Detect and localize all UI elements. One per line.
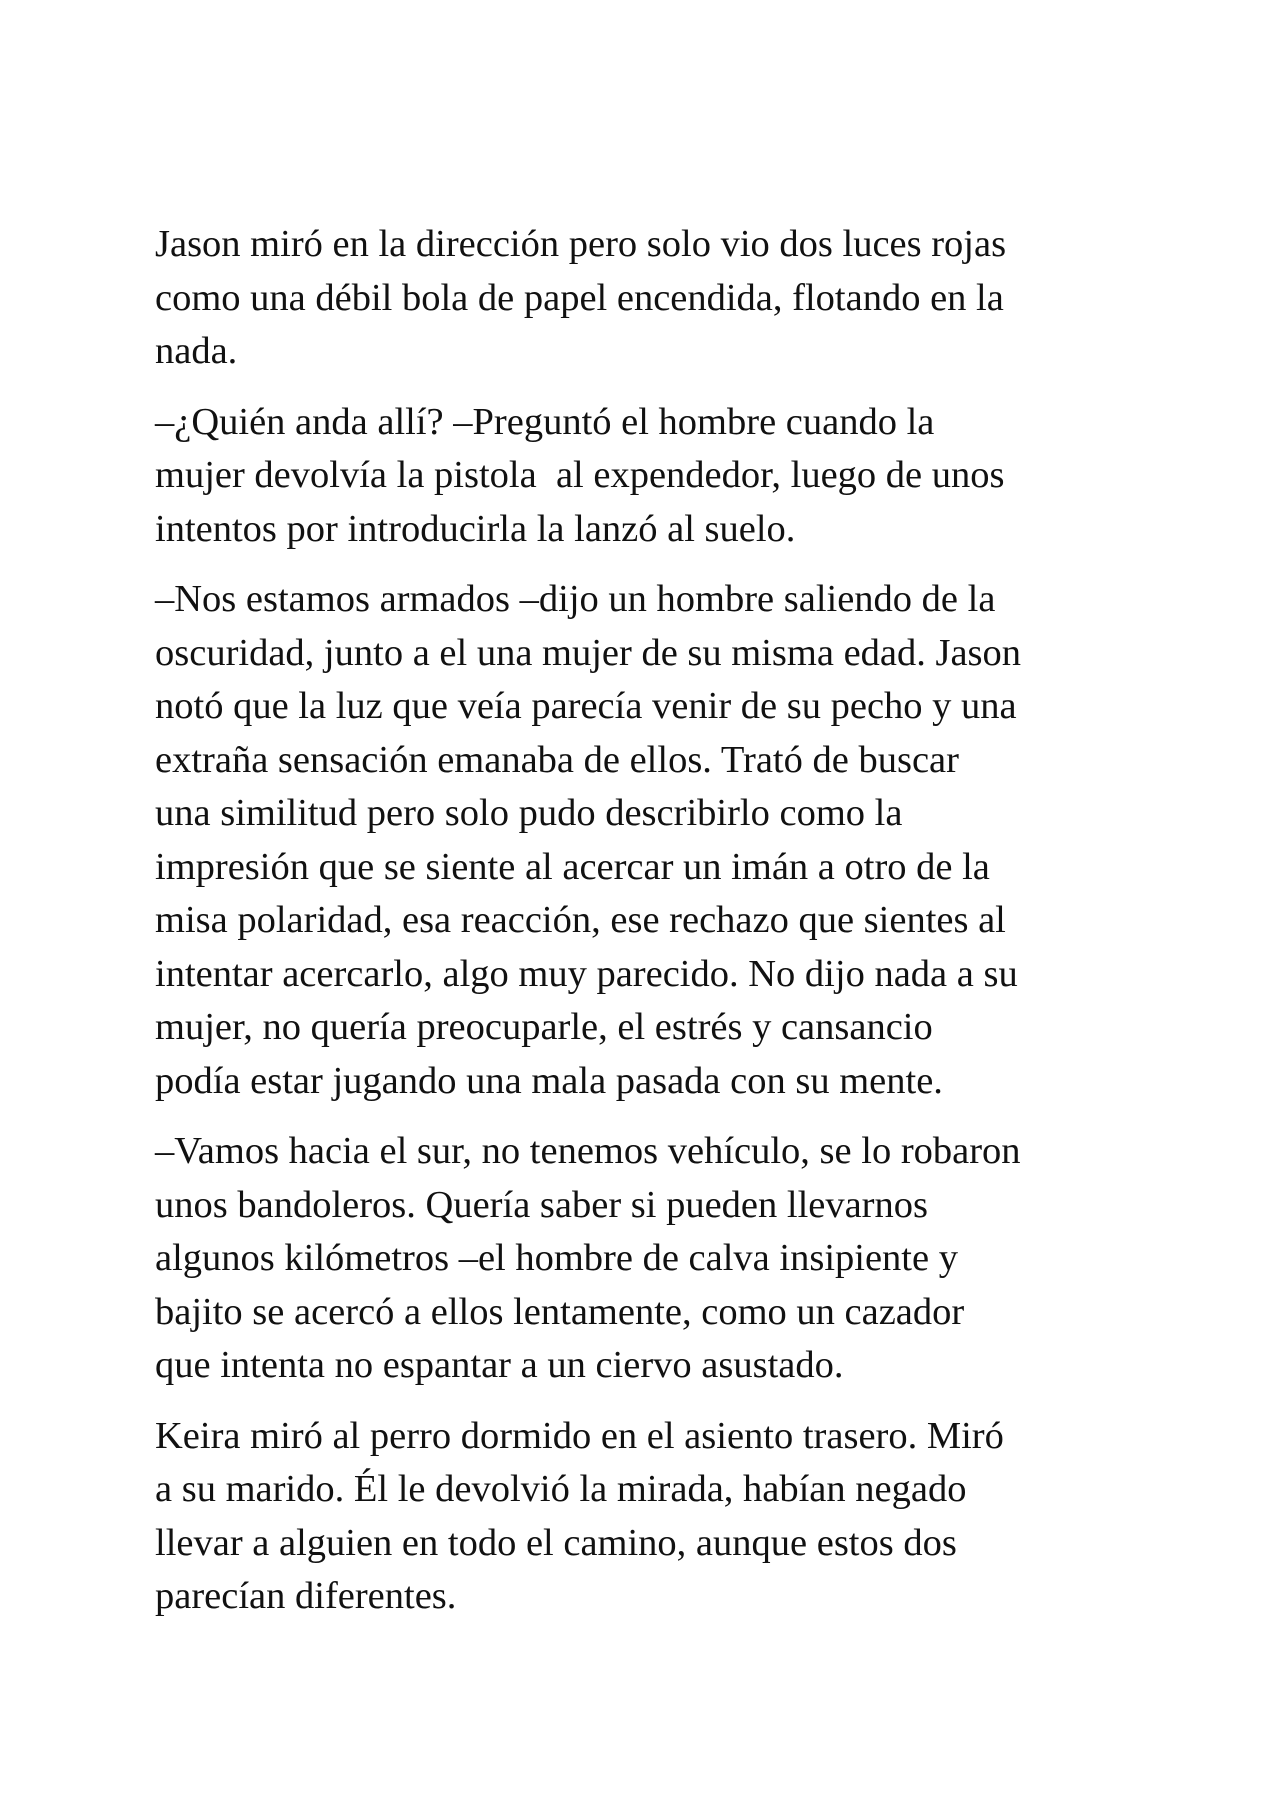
paragraph [155,573,1135,1108]
text-line: impresión que se siente al acercar un imán a otro de la [155,845,990,888]
text-line: bajito se acercó a ellos lentamente, como un cazador [155,1290,965,1333]
text-line: intentar acercarlo, algo muy parecido. No dijo nada a su [155,952,1018,995]
text-line: podía estar jugando una mala pasada con su mente. [155,1059,943,1102]
text-line: misa polaridad, esa reacción, ese rechazo que sientes al [155,899,1006,941]
text-line: a su marido. Él le devolvió la mirada, habían negado [155,1468,967,1510]
text-line: Jason miró en la dirección pero solo vio dos luces rojas [155,223,1007,265]
text-line: algunos kilómetros –el hombre de calva insipiente y [155,1237,958,1279]
text-line: mujer, no quería preocuparle, el estrés y cansancio [155,1006,933,1048]
text-line: unos bandoleros. Quería saber si pueden llevarnos [155,1183,928,1226]
text-body [155,218,1135,1641]
text-line: una similitud pero solo pudo describirlo como la [155,792,903,834]
text-line: llevar a alguien en todo el camino, aunque estos dos [155,1521,957,1564]
text-line: oscuridad, junto a el una mujer de su misma edad. Jason [155,631,1022,674]
text-line: extraña sensación emanaba de ellos. Trató de buscar [155,738,959,781]
paragraph [155,1125,1135,1393]
text-line: Keira miró al perro dormido en el asiento trasero. Miró [155,1414,1004,1457]
text-line: notó que la luz que veía parecía venir de su pecho y una [155,685,1017,727]
text-line: mujer devolvía la pistola al expendedor, luego de unos [155,454,1005,496]
paragraph [155,218,1135,379]
text-line: –Nos estamos armados –dijo un hombre saliendo de la [155,578,996,620]
text-line: intentos por introducirla la lanzó al suelo. [155,507,796,550]
text-line: parecían diferentes. [155,1575,457,1617]
text-line: como una débil bola de papel encendida, flotando en la [155,276,1004,319]
text-line: nada. [155,330,238,372]
paragraph [155,396,1135,557]
text-line: que intenta no espantar a un ciervo asustado. [155,1344,844,1386]
paragraph [155,1410,1135,1624]
text-line: –¿Quién anda allí? –Preguntó el hombre cuando la [155,400,935,443]
text-line: –Vamos hacia el sur, no tenemos vehículo, se lo robaron [155,1130,1021,1172]
